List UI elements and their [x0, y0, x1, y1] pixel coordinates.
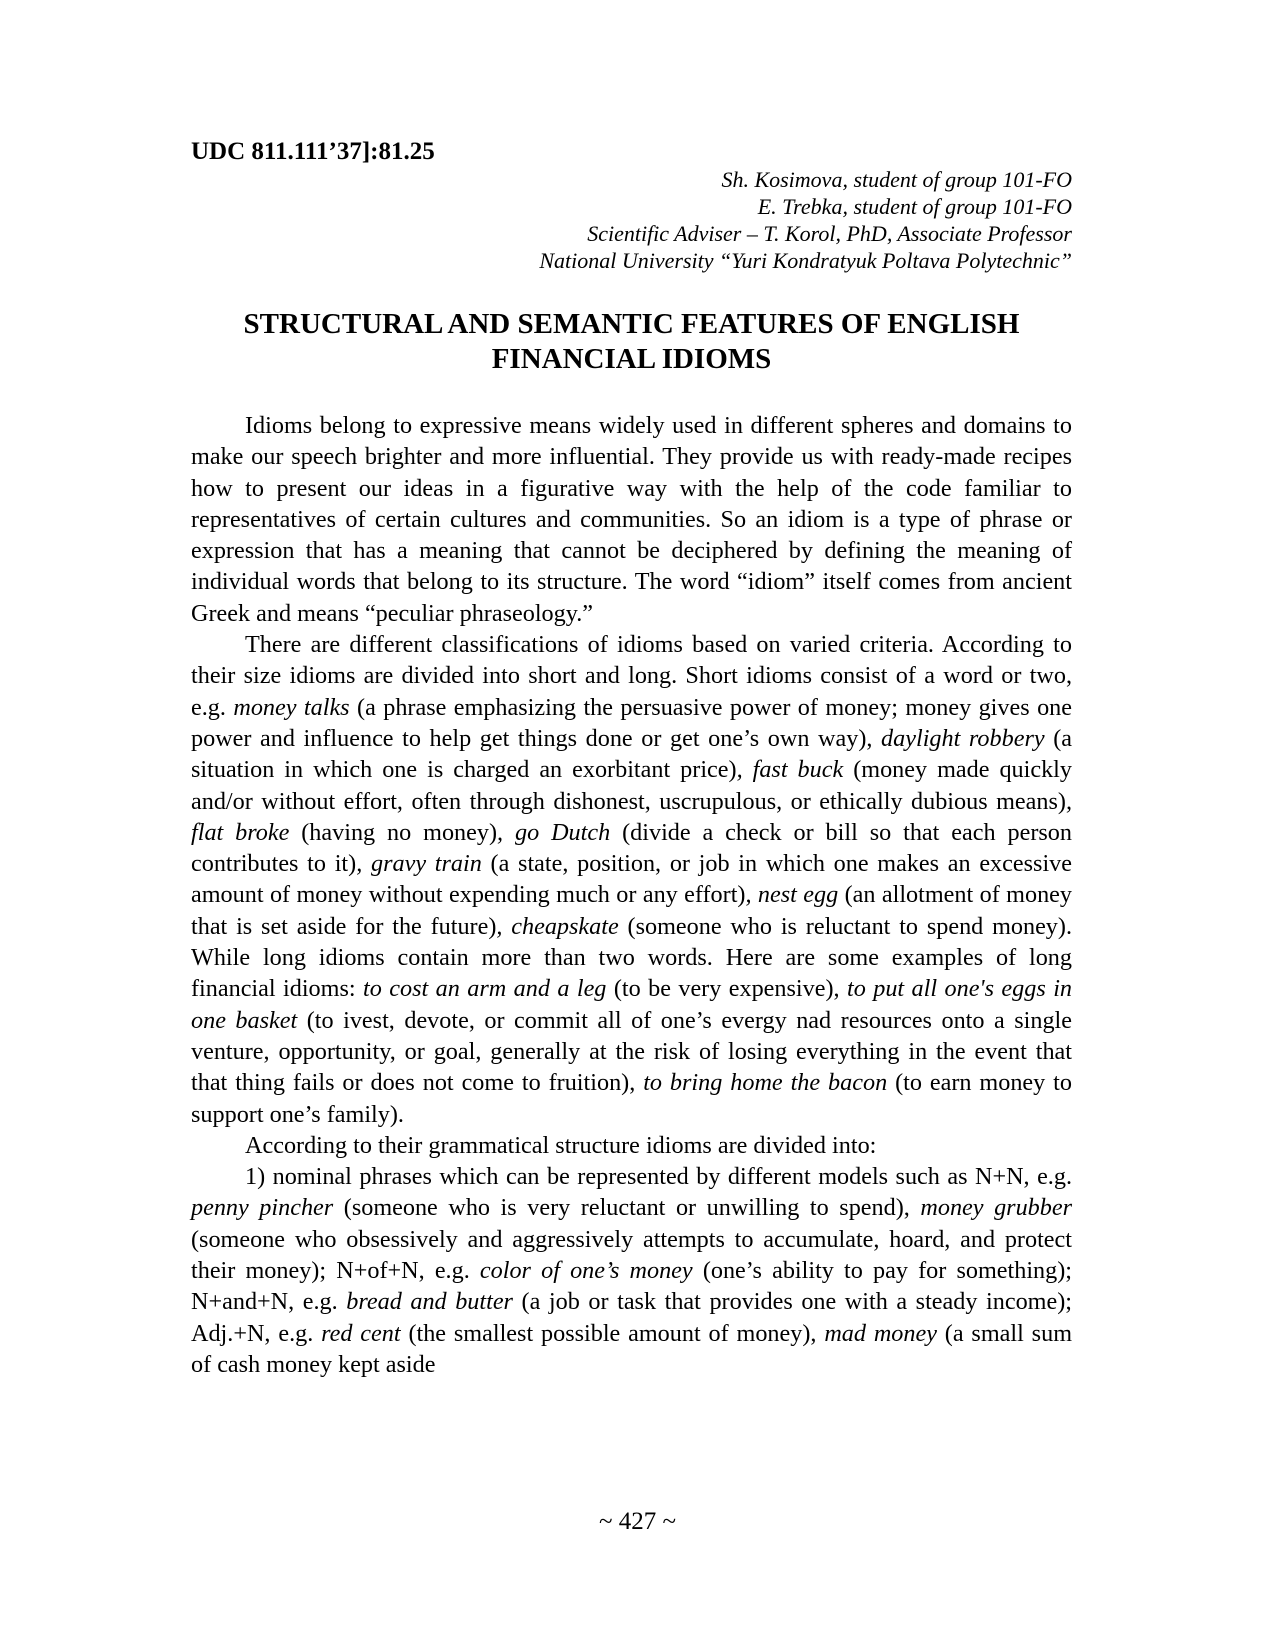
author-line: E. Trebka, student of group 101-FO [757, 194, 1072, 219]
idiom-example: color of one’s money [479, 1257, 693, 1285]
author-block [372, 166, 1072, 274]
affiliation-line: National University “Yuri Kondratyuk Poltava Polytechnic” [539, 248, 1072, 273]
idiom-example: , nest egg [745, 881, 839, 909]
idiom-example: , cheapskate [496, 912, 619, 940]
idiom-example: , flat broke [191, 787, 1072, 846]
paragraph: Idioms belong to expressive means widely used in different spheres and domains to make our speech brighter and more influential. They provide us with ready-made recipes how to present our ideas in a figurative way with the help of the code familiar to representatives of certain cultures and communities. So an idiom is a type of phrase or expression that has a meaning that cannot be deciphered by defining the meaning of individual words that belong to its structure. The word “idiom” itself comes from ancient Greek and means “peculiar phraseology.” [191, 412, 1072, 627]
page-number: ~ 427 ~ [598, 1508, 677, 1535]
paragraph: 1) nominal phrases which can be represented by different models such as N+N, e.g. penny pincher (someone who is very reluctant or unwilling to spend), money grubber (someone who obsessively and aggressively attempts to accumulate, hoard, and protect their money); N+of+N, e.g. color of one’s money (one’s ability to pay for something); N+and+N, e.g. bread and butter (a job or task that provides one with a steady income); Adj.+N, e.g. red cent (the smallest possible amount of money), mad money (a small sum of cash money kept aside [191, 1163, 1073, 1378]
body-text [191, 410, 1072, 1380]
udc-code: UDC 811.111’37]:81.25 [191, 138, 435, 165]
title-line: FINANCIAL IDIOMS [491, 343, 772, 375]
idiom-example: to bring home the bacon [643, 1069, 888, 1097]
idiom-example: , fast buck [736, 756, 844, 784]
paragraph: There are different classifications of idioms based on varied criteria. According to their size idioms are divided into short and long. Short idioms consist of a word or two, e.g. money talks (a phrase emphasizing the persuasive power of money; money gives one power and influence to help get things done or get one’s own way), daylight robbery (a situation in which one is charged an exorbitant price), fast buck (money made quickly and/or without effort, often through dishonest, uscrupulous, or ethically dubious means), flat broke (having no money), go Dutch (divide a check or bill so that each person contributes to it), gravy train (a state, position, or job in which one makes an excessive amount of money without expending much or any effort), nest egg (an allotment of money that is set aside for the future), cheapskate (someone who is reluctant to spend money). While long idioms contain more than two words. Here are some examples of long financial idioms: to cost an arm and a leg (to be very expensive), to put all one's eggs in one basket (to ivest, devote, or commit all of one’s evergy nad resources onto a single venture, opportunity, or goal, generally at the risk of losing everything in the event that that thing fails or does not come to fruition), to bring home the bacon (to earn money to support one’s family). [191, 631, 1073, 1128]
idiom-example: , gravy train [356, 850, 482, 878]
paper-title [191, 307, 1072, 377]
idiom-example: red cent [321, 1319, 401, 1347]
idiom-example: money grubber [920, 1194, 1073, 1222]
idiom-example: penny pincher [191, 1194, 334, 1222]
idiom-example: mad money [824, 1319, 937, 1347]
idiom-example: to put all one's eggs in one basket [191, 975, 1073, 1034]
author-line: Sh. Kosimova, student of group 101-FO [721, 167, 1072, 192]
adviser-line: Scientific Adviser – T. Korol, PhD, Associate Professor [587, 221, 1072, 246]
idiom-example: bread and butter [346, 1288, 513, 1316]
idiom-example: money talks [233, 693, 350, 721]
idiom-example: daylight robbery [881, 724, 1045, 752]
idiom-example: , go Dutch [497, 818, 611, 846]
title-line: STRUCTURAL AND SEMANTIC FEATURES OF ENGLISH [243, 308, 1020, 340]
paragraph: According to their grammatical structure idioms are divided into: [245, 1131, 877, 1159]
idiom-example: to cost an arm and a leg [363, 975, 607, 1003]
